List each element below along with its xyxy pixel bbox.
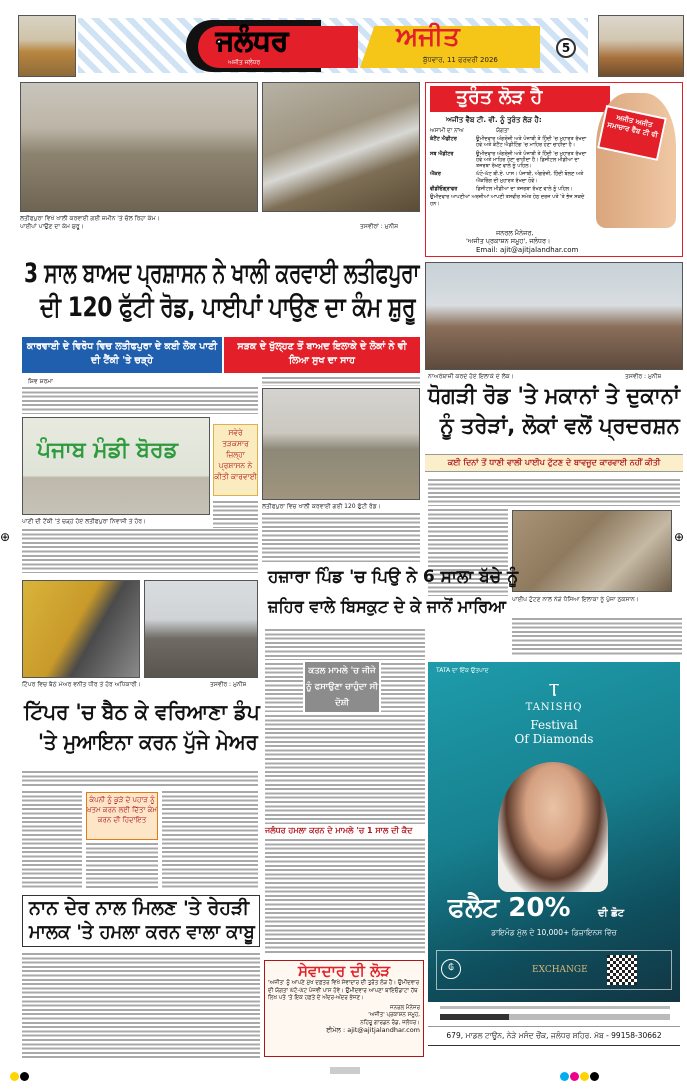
- article-text: [162, 790, 258, 890]
- job-row: ਕੰਟੈਂਟ ਐਡੀਟਰ ਉਮੀਦਵਾਰ ਅੰਗਰੇਜ਼ੀ ਅਤੇ ਪੰਜਾਬੀ ਤੇ ਹਿੰਦੀ 'ਚ ਮੁਹਾਰਤ ਰੱਖਦਾ ਹੋਵੇ ਅਤੇ ਕੰਟੈਂਟ ਐਡੀਟਿੰਗ 'ਚ ਮਾਹਿਰ ਹੋਣਾ ਚਾਹੀਦਾ ਹੈ।: [430, 136, 587, 149]
- article-text: [512, 617, 682, 655]
- job-ad-org: 'ਅਜੀਤ ਪ੍ਰਕਾਸ਼ਨ ਸਮੂਹ', ਜਲੰਧਰ।: [466, 237, 551, 245]
- protest-credit: ਤਸਵੀਰ : ਮੁਨੀਸ਼: [625, 373, 662, 380]
- top-photos-caption-2: ਪਾਈਪਾਂ ਪਾਉਣ ਦਾ ਕੰਮ ਸ਼ੁਰੂ।: [20, 223, 84, 230]
- mayor-headline-line1: ਟਿੱਪਰ 'ਚ ਬੈਠ ਕੇ ਵਰਿਆਣਾ ਡੰਪ: [24, 700, 260, 724]
- article-text: [86, 842, 158, 890]
- naan-headline-line1: ਨਾਨ ਦੇਰ ਨਾਲ ਮਿਲਣ 'ਤੇ ਰੇਹੜੀ: [29, 897, 250, 919]
- ad-fineprint: [440, 1006, 670, 1009]
- tank-caption: ਪਾਣੀ ਦੀ ਟੈਂਕੀ 'ਤੇ ਚੜ੍ਹੇ ਹੋਏ ਲਤੀਫਪੁਰਾ ਨਿਵਾਸੀ ਤੇ ਹੋਰ।: [22, 518, 146, 525]
- job-ad-email[interactable]: Email: ajit@ajitjalandhar.com: [476, 246, 579, 254]
- color-bar-left: [10, 1066, 30, 1085]
- water-tank-photo: [22, 417, 210, 515]
- offer-subtext: ਡਾਇਮੰਡ ਮੁੱਲ ਦੇ 10,000+ ਡਿਜ਼ਾਇਨਸ ਵਿੱਚ: [491, 928, 617, 937]
- article-text: [22, 528, 258, 573]
- protest-photo: [425, 262, 683, 370]
- ad-fineprint: [440, 1014, 670, 1020]
- poison-inset: ਕਤਲ ਮਾਮਲੇ 'ਚ ਜੀਜੇ ਨੂੰ ਫਸਾਉਣਾ ਚਾਹੁੰਦਾ ਸੀ ਦੋਸ਼ੀ: [305, 662, 379, 712]
- protest-strap: ਕਈ ਦਿਨਾਂ ਤੋਂ ਧਾਣੀ ਵਾਲੀ ਪਾਈਪ ਟੁੱਟਣ ਦੇ ਬਾਵਜੂਦ ਕਾਰਵਾਈ ਨਹੀਂ ਕੀਤੀ: [425, 454, 683, 472]
- sewadar-title: ਸੇਵਾਦਾਰ ਦੀ ਲੋੜ: [297, 962, 390, 980]
- article-text: [262, 512, 420, 562]
- tata-label: TATA ਦਾ ਇੱਕ ਉਤਪਾਦ: [436, 667, 489, 674]
- job-row: ਵੀਡੀਓਗ੍ਰਾਫਰ ਡਿਜੀਟਲ ਮੀਡੀਆ ਦਾ ਤਜਰਬਾ ਰੱਖਣ ਵਾਲੇ ਨੂੰ ਪਹਿਲ।: [430, 186, 573, 193]
- article-text: [22, 770, 258, 788]
- job-ad-signature: ਜਨਰਲ ਮੈਨੇਜਰ,: [496, 229, 534, 237]
- protest-headline-line2: ਨੂੰ ਤਰੇੜਾਂ, ਲੋਕਾਂ ਵਲੋਂ ਪ੍ਰਦਰਸ਼ਨ: [440, 414, 680, 439]
- article-text: [265, 662, 303, 712]
- registration-mark-right: ⊕: [674, 530, 685, 544]
- tank-signage: ਪੰਜਾਬ ਮੰਡੀ ਬੋਰਡ: [37, 438, 178, 463]
- job-ad-col-qual: ਯੋਗਤਾ: [496, 128, 509, 134]
- job-ad-intro: ਅਜੀਤ ਵੈੱਬ ਟੀ. ਵੀ. ਨੂੰ ਤੁਰੰਤ ਲੋੜ ਹੈ:: [446, 116, 542, 124]
- job-ad-col-post: ਅਸਾਮੀ ਦਾ ਨਾਂਅ: [430, 128, 464, 134]
- festival-line1: Festival: [530, 718, 578, 732]
- sewadar-org: 'ਅਜੀਤ' ਪ੍ਰਕਾਸ਼ਨ ਸਮੂਹ,: [368, 1012, 420, 1019]
- mic-logo: ਅਜੀਤ ਅਜੀਤ ਸਮਾਚਾਰ ਵੈੱਬ ਟੀ ਵੀ: [597, 105, 667, 161]
- masthead-date: ਬੁੱਧਵਾਰ, 11 ਫਰਵਰੀ 2026: [423, 56, 498, 64]
- article-text: [262, 376, 420, 386]
- masthead-banner: [78, 18, 588, 73]
- article-text: [381, 662, 425, 712]
- article-text: [265, 714, 425, 824]
- tanishq-address: 679, ਮਾਡਲ ਟਾਊਨ, ਨੇੜੇ ਮਸੰਦ ਚੌਂਕ, ਜਲੰਧਰ ਸ਼ਹਿਰ. ਮੋਬ - 99158-30662: [428, 1026, 680, 1046]
- damaged-road-caption: ਪਾਈਪ ਟੁੱਟਣ ਨਾਲ ਨੇੜੇ ਧੱਸਿਆ ਇਲਾਕਾ ਨੂੰ ਪੁੱਜਾ ਨੁਕਸਾਨ।: [512, 596, 639, 603]
- sidebar-highlight-box: ਸਵੇਰੇ ਤੜਕਸਾਰ ਜ਼ਿਲ੍ਹਾ ਪ੍ਰਸ਼ਾਸਨ ਨੇ ਕੀਤੀ ਕਾਰਵਾਈ: [213, 424, 258, 496]
- mayor-credit: ਤਸਵੀਰ : ਮੁਨੀਸ਼: [210, 681, 247, 688]
- mayor-headline-line2: 'ਤੇ ਮੁਆਇਨਾ ਕਰਨ ਪੁੱਜੇ ਮੇਅਰ: [38, 730, 258, 754]
- mayor-highlight-box: ਕੰਪਨੀ ਨੂੰ ਕੂੜੇ ਦੇ ਪਹਾੜ ਨੂੰ ਖ਼ਤਮ ਕਰਨ ਲਈ ਦਿੱਤਾ ਕੰਮ ਕਰਨ ਦੀ ਹਿਦਾਇਤ: [86, 792, 158, 840]
- gold-exchange-icon: ₲: [441, 959, 461, 979]
- sewadar-body: 'ਅਜੀਤ' ਨੂੰ ਆਪਣੇ ਮੁੱਖ ਦਫ਼ਤਰ ਵਿਖੇ ਸੇਵਾਦਾਰ ਦੀ ਤੁਰੰਤ ਲੋੜ ਹੈ। ਉਮੀਦਵਾਰ ਦੀ ਯੋਗਤਾ ਘੱਟੋ-ਘੱਟ ਪੰਜਵੀਂ ਪਾਸ ਹੋਵੇ। ਉਮੀਦਵਾਰ ਆਪਣਾ ਬਾਇਓਡਾਟਾ ਹੱਥ ਲਿਖ ਪਤੇ 'ਤੇ ਇਕ ਹਫ਼ਤੇ ਦੇ ਅੰਦਰ-ਅੰਦਰ ਭੇਜਣ।: [268, 980, 420, 1002]
- sewadar-sig: ਜਨਰਲ ਮੈਨੇਜਰ: [390, 1004, 420, 1011]
- road-caption: ਲਤੀਫਪੁਰਾ ਵਿਚ ਖਾਲੀ ਕਰਵਾਈ ਗਈ 120 ਫੁੱਟੀ ਰੋਡ।: [262, 503, 381, 510]
- masthead-tagline: ਅਜੀਤ ਜਲੰਧਰ: [228, 59, 261, 66]
- article-text: [213, 500, 258, 528]
- masthead-photo-left: [18, 15, 76, 77]
- gray-bar: [330, 1067, 360, 1074]
- latifpura-site-photo: [20, 82, 258, 212]
- article-text: [265, 838, 425, 953]
- main-headline-line2: ਦੀ 120 ਫੁੱਟੀ ਰੋਡ, ਪਾਈਪਾਂ ਪਾਉਣ ਦਾ ਕੰਮ ਸ਼ੁਰੂ: [40, 292, 416, 323]
- article-text: [22, 386, 258, 414]
- article-text: [428, 478, 680, 506]
- mayor-caption: ਟਿੱਪਰ ਵਿਚ ਬੈਠੇ ਮੇਅਰ ਵਨੀਤ ਧੀਰ ਤੇ ਹੋਰ ਅਧਿਕਾਰੀ।: [22, 681, 141, 688]
- article-text: [22, 952, 260, 1060]
- job-row: ਸਬ ਐਡੀਟਰ ਉਮੀਦਵਾਰ ਅੰਗਰੇਜ਼ੀ ਅਤੇ ਪੰਜਾਬੀ ਤੇ ਹਿੰਦੀ 'ਚ ਮੁਹਾਰਤ ਰੱਖਦਾ ਹੋਵੇ ਅਤੇ ਮਾਹਿਰ ਹੋਣਾ ਚਾਹੀਦਾ ਹੈ। ਡਿਜੀਟਲ ਮੀਡੀਆ ਦਾ ਤਜਰਬਾ ਰੱਖਣ ਵਾਲੇ ਨੂੰ ਪਹਿਲ।: [430, 150, 587, 170]
- masthead-photo-right: [598, 15, 684, 77]
- article-text: [22, 790, 82, 890]
- mayor-officials-photo: [144, 580, 258, 678]
- tipper-photo: [22, 580, 140, 678]
- tanishq-ad: [428, 662, 680, 1002]
- road-photo: [262, 388, 420, 500]
- byline: ਸ਼ਿਵ ਸ਼ਰਮਾ: [28, 378, 53, 385]
- subhead-red: ਸੜਕ ਦੇ ਖੁੱਲ੍ਹਣ ਤੋਂ ਬਾਅਦ ਇਲਾਕੇ ਦੇ ਲੋਕਾਂ ਨੇ ਵੀ ਲਿਆ ਸੁਖ ਦਾ ਸਾਹ: [224, 337, 420, 373]
- page-number: 5: [556, 38, 576, 58]
- main-headline-line1: 3 ਸਾਲ ਬਾਅਦ ਪ੍ਰਸ਼ਾਸਨ ਨੇ ਖਾਲੀ ਕਰਵਾਈ ਲਤੀਫਪੁਰਾ: [24, 258, 420, 289]
- qr-code-icon[interactable]: [607, 955, 637, 985]
- color-bar-right: [560, 1066, 600, 1085]
- article-text: [265, 628, 425, 660]
- damaged-road-photo: [512, 510, 672, 592]
- job-ad-title: ਤੁਰੰਤ ਲੋੜ ਹੈ: [456, 86, 543, 108]
- model-photo: [498, 762, 608, 892]
- sewadar-ad: [264, 960, 424, 1057]
- festival-line2: Of Diamonds: [514, 732, 594, 746]
- masthead-city: ਜਲੰਧਰ: [216, 24, 289, 57]
- registration-mark-left: ⊕: [0, 530, 11, 544]
- protest-caption: ਨਾਅਰੇਬਾਜ਼ੀ ਕਰਦੇ ਹੋਏ ਇਲਾਕੇ ਦੇ ਲੋਕ।: [428, 373, 514, 380]
- protest-headline-line1: ਧੋਗੜੀ ਰੋਡ 'ਤੇ ਮਕਾਨਾਂ ਤੇ ਦੁਕਾਨਾਂ: [428, 384, 680, 409]
- court-headline: ਜਲੰਧਰ ਹਮਲਾ ਕਰਨ ਦੇ ਮਾਮਲੇ 'ਚ 1 ਸਾਲ ਦੀ ਕੈਦ: [265, 826, 413, 835]
- tanishq-brand: TANISHQ: [525, 702, 583, 713]
- photo-credit: ਤਸਵੀਰਾਂ : ਮੁਨੀਸ਼: [360, 223, 399, 230]
- sewadar-email[interactable]: ਈਮੇਲ : ajit@ajitjalandhar.com: [326, 1026, 420, 1035]
- sewadar-address: ਨਹਿਰੂ ਗਾਰਡਨ ਰੋਡ, ਜਲੰਧਰ।: [360, 1019, 420, 1026]
- naan-headline-line2: ਮਾਲਕ 'ਤੇ ਹਮਲਾ ਕਰਨ ਵਾਲਾ ਕਾਬੂ: [29, 921, 255, 943]
- offer-headline: ਫਲੈਟ 20%: [448, 893, 571, 923]
- naan-headline-box: [22, 895, 260, 947]
- pipeline-photo: [262, 82, 420, 212]
- job-row: ਐਂਕਰ ਘੱਟੋ-ਘੱਟ ਬੀ.ਏ. ਪਾਸ। ਪੰਜਾਬੀ, ਅੰਗਰੇਜ਼ੀ, ਹਿੰਦੀ ਬੋਲਣ ਅਤੇ ਐਂਕਰਿੰਗ ਦੀ ਮੁਹਾਰਤ ਰੱਖਦਾ ਹੋਵੇ।: [430, 171, 584, 184]
- poison-headline-line1: ਹਜ਼ਾਰਾ ਪਿੰਡ 'ਚ ਪਿਉ ਨੇ 6 ਸਾਲਾ ਬੱਚੇ ਨੂੰ: [268, 567, 519, 587]
- exchange-label: EXCHANGE: [532, 965, 588, 975]
- tanishq-logo-icon: Ⲧ: [548, 680, 560, 701]
- top-photos-caption: ਲਤੀਫਪੁਰਾ ਵਿਖੇ ਖਾਲੀ ਕਰਵਾਈ ਗਈ ਜ਼ਮੀਨ 'ਤੇ ਚੱਲ ਰਿਹਾ ਕੰਮ।: [20, 215, 160, 222]
- masthead-brand: ਅਜੀਤ: [396, 22, 460, 52]
- poison-headline-line2: ਜ਼ਹਿਰ ਵਾਲੇ ਬਿਸਕੁਟ ਦੇ ਕੇ ਜਾਨੋਂ ਮਾਰਿਆ: [268, 597, 506, 617]
- offer-suffix: ਦੀ ਛੋਟ: [598, 908, 625, 919]
- job-ad-note: ਉਮੀਦਵਾਰ ਆਪਣੀਆਂ ਅਰਜ਼ੀਆਂ ਆਪਣੀ ਤਸਵੀਰ ਸਮੇਤ ਹੇਠ ਦਰਜ ਪਤੇ 'ਤੇ ਭੇਜ ਸਕਦੇ ਹਨ।: [430, 194, 585, 207]
- subhead-blue: ਕਾਰਵਾਈ ਦੇ ਵਿਰੋਧ ਵਿਚ ਲਤੀਫਪੁਰਾ ਦੇ ਕਈ ਲੋਕ ਪਾਣੀ ਦੀ ਟੈਂਕੀ 'ਤੇ ਚੜ੍ਹੇ: [22, 337, 222, 373]
- job-ad: [425, 82, 683, 257]
